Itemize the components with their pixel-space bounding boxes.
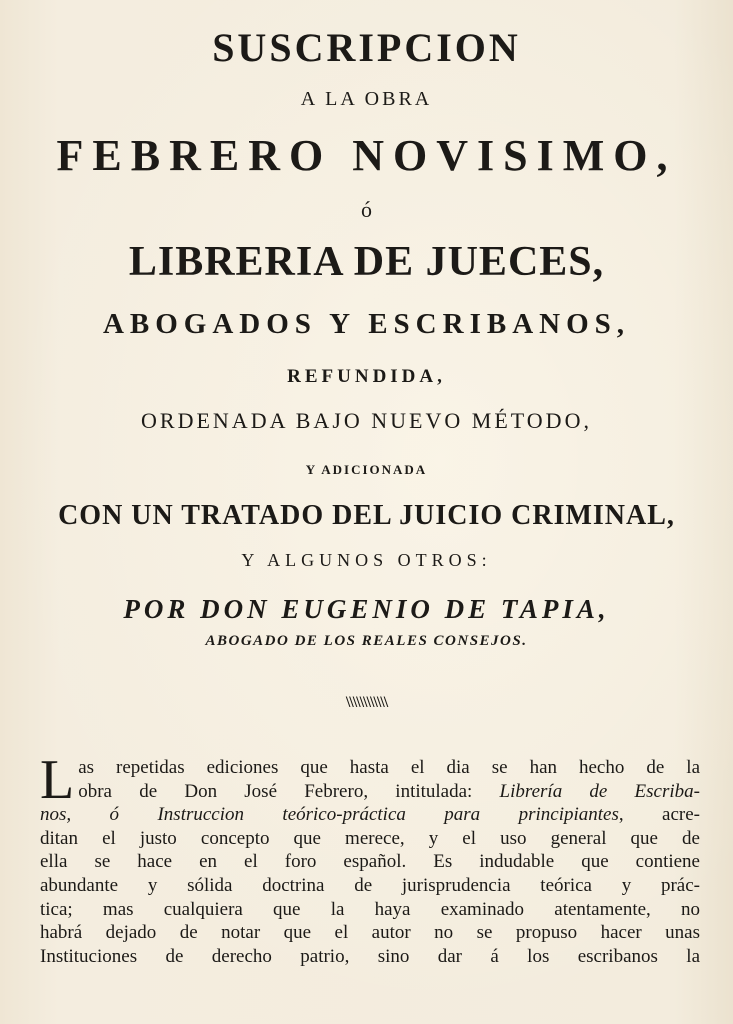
body-line: habrá dejado de notar que el autor no se propuso hacer unas xyxy=(40,922,700,944)
algunos-line: Y ALGUNOS OTROS: xyxy=(241,550,492,570)
body-line: Instituciones de derecho patrio, sino dar á los escribanos la xyxy=(40,945,700,967)
body-text-span: obra de Don José Febrero, intitulada: xyxy=(78,780,500,802)
adicionada-line: Y ADICIONADA xyxy=(305,462,428,477)
body-line: ella se hace en el foro español. Es indudable que contiene xyxy=(40,851,700,873)
con-tratado-line: CON UN TRATADO DEL JUICIO CRIMINAL, xyxy=(58,500,675,531)
body-line: abundante y sólida doctrina de jurisprudencia teórica y prác- xyxy=(40,874,700,896)
abogados-title: ABOGADOS Y ESCRIBANOS, xyxy=(102,308,631,340)
author-title-line: ABOGADO DE LOS REALES CONSEJOS. xyxy=(205,633,528,649)
body-line: as repetidas ediciones que hasta el dia se han hecho de la xyxy=(78,757,700,778)
conjunction-o: ó xyxy=(361,197,372,222)
body-line xyxy=(40,780,700,804)
libreria-title: LIBRERIA DE JUECES, xyxy=(128,239,605,285)
ordenada-line: ORDENADA BAJO NUEVO MÉTODO, xyxy=(141,408,592,433)
body-line: ditan el justo concepto que merece, y el uso general que de xyxy=(40,827,700,849)
body-paragraph xyxy=(40,749,700,968)
subscription-heading: SUSCRIPCION xyxy=(212,25,521,70)
body-line: tica; mas cualquiera que la haya examinado atentamente, no xyxy=(40,898,700,920)
main-title: FEBRERO NOVISIMO, xyxy=(56,131,677,180)
body-italic-span: Librería de Escriba- xyxy=(499,780,700,802)
body-italic-span: nos, ó Instruccion teórico-práctica para principiantes xyxy=(40,804,619,826)
body-text-span: , acre- xyxy=(618,804,700,826)
refundida-line: REFUNDIDA, xyxy=(287,366,446,387)
ornament-rule: \\\\\\\\\\\\ xyxy=(345,694,388,711)
body-line xyxy=(40,803,700,827)
a-la-obra-line: A LA OBRA xyxy=(300,88,433,110)
author-line: POR DON EUGENIO DE TAPIA, xyxy=(123,594,610,624)
drop-cap: L xyxy=(40,749,75,811)
